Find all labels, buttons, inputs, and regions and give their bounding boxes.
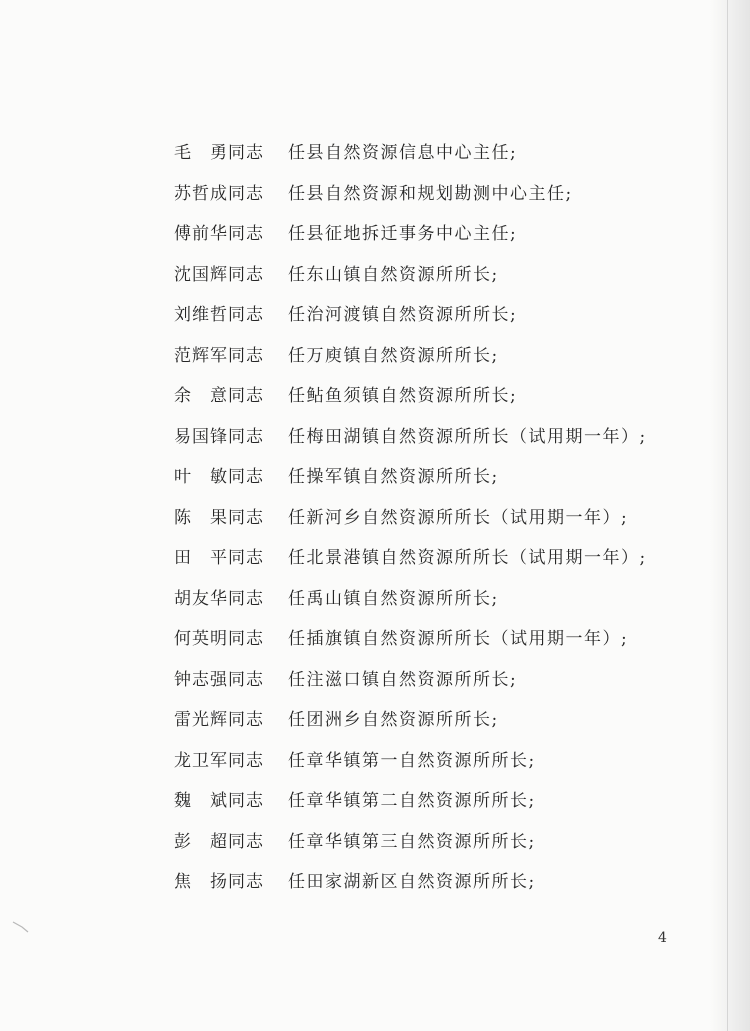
appointee-name: 彭 超同志 [174, 831, 264, 852]
appointment-row [174, 138, 714, 179]
appointee-name: 刘维哲同志 [174, 305, 264, 325]
appointee-name: 雷光辉同志 [174, 710, 264, 730]
appointment-row [174, 219, 714, 260]
appointment-duty: 任万庾镇自然资源所所长; [288, 345, 499, 366]
page-number: 4 [658, 930, 667, 946]
appointment-duty: 任新河乡自然资源所所长（试用期一年）; [288, 507, 629, 528]
appointee-name: 钟志强同志 [174, 669, 264, 690]
appointment-row [174, 503, 714, 544]
appointment-duty: 任注滋口镇自然资源所所长; [288, 669, 518, 690]
appointee-name: 苏哲成同志 [174, 183, 264, 204]
appointee-name: 毛 勇同志 [174, 143, 264, 163]
appointment-row [174, 543, 714, 584]
page-edge-shadow [710, 0, 750, 1031]
appointment-duty: 任鲇鱼须镇自然资源所所长; [288, 386, 518, 406]
appointee-name: 何英明同志 [174, 629, 264, 649]
appointment-duty: 任田家湖新区自然资源所所长; [288, 872, 536, 892]
appointee-name: 魏 斌同志 [174, 791, 264, 811]
appointment-row [174, 705, 714, 746]
scan-artifact-mark [12, 920, 30, 934]
appointment-duty: 任章华镇第三自然资源所所长; [288, 831, 536, 852]
appointment-duty: 任东山镇自然资源所所长; [288, 264, 499, 285]
appointment-row [174, 381, 714, 422]
appointee-name: 范辉军同志 [174, 345, 264, 366]
appointment-row [174, 422, 714, 463]
appointment-list [174, 138, 714, 908]
appointment-duty: 任章华镇第一自然资源所所长; [288, 750, 536, 771]
appointment-duty: 任县征地拆迁事务中心主任; [288, 224, 518, 244]
appointment-row [174, 341, 714, 382]
appointee-name: 焦 扬同志 [174, 872, 264, 892]
appointee-name: 胡友华同志 [174, 588, 264, 609]
appointee-name: 易国锋同志 [174, 426, 264, 447]
appointment-duty: 任梅田湖镇自然资源所所长（试用期一年）; [288, 426, 647, 447]
appointment-duty: 任县自然资源信息中心主任; [288, 143, 518, 163]
appointment-row [174, 624, 714, 665]
appointment-row [174, 665, 714, 706]
appointment-duty: 任禹山镇自然资源所所长; [288, 588, 499, 609]
appointee-name: 余 意同志 [174, 386, 264, 406]
appointment-duty: 任治河渡镇自然资源所所长; [288, 305, 518, 325]
appointee-name: 田 平同志 [174, 548, 264, 568]
appointment-row [174, 827, 714, 868]
appointment-row [174, 462, 714, 503]
appointment-row [174, 584, 714, 625]
appointment-row [174, 786, 714, 827]
appointment-row [174, 746, 714, 787]
appointment-row [174, 179, 714, 220]
appointment-duty: 任团洲乡自然资源所所长; [288, 710, 499, 730]
appointee-name: 叶 敏同志 [174, 467, 264, 487]
appointee-name: 傅前华同志 [174, 224, 264, 244]
appointment-duty: 任插旗镇自然资源所所长（试用期一年）; [288, 629, 629, 649]
appointee-name: 龙卫军同志 [174, 750, 264, 771]
appointment-duty: 任北景港镇自然资源所所长（试用期一年）; [288, 548, 647, 568]
appointment-duty: 任章华镇第二自然资源所所长; [288, 791, 536, 811]
appointment-row [174, 260, 714, 301]
appointee-name: 沈国辉同志 [174, 264, 264, 285]
appointment-duty: 任县自然资源和规划勘测中心主任; [288, 183, 573, 204]
page-edge-line [727, 0, 728, 1031]
appointment-row [174, 300, 714, 341]
appointment-duty: 任操军镇自然资源所所长; [288, 467, 499, 487]
appointment-row [174, 867, 714, 908]
appointee-name: 陈 果同志 [174, 507, 264, 528]
